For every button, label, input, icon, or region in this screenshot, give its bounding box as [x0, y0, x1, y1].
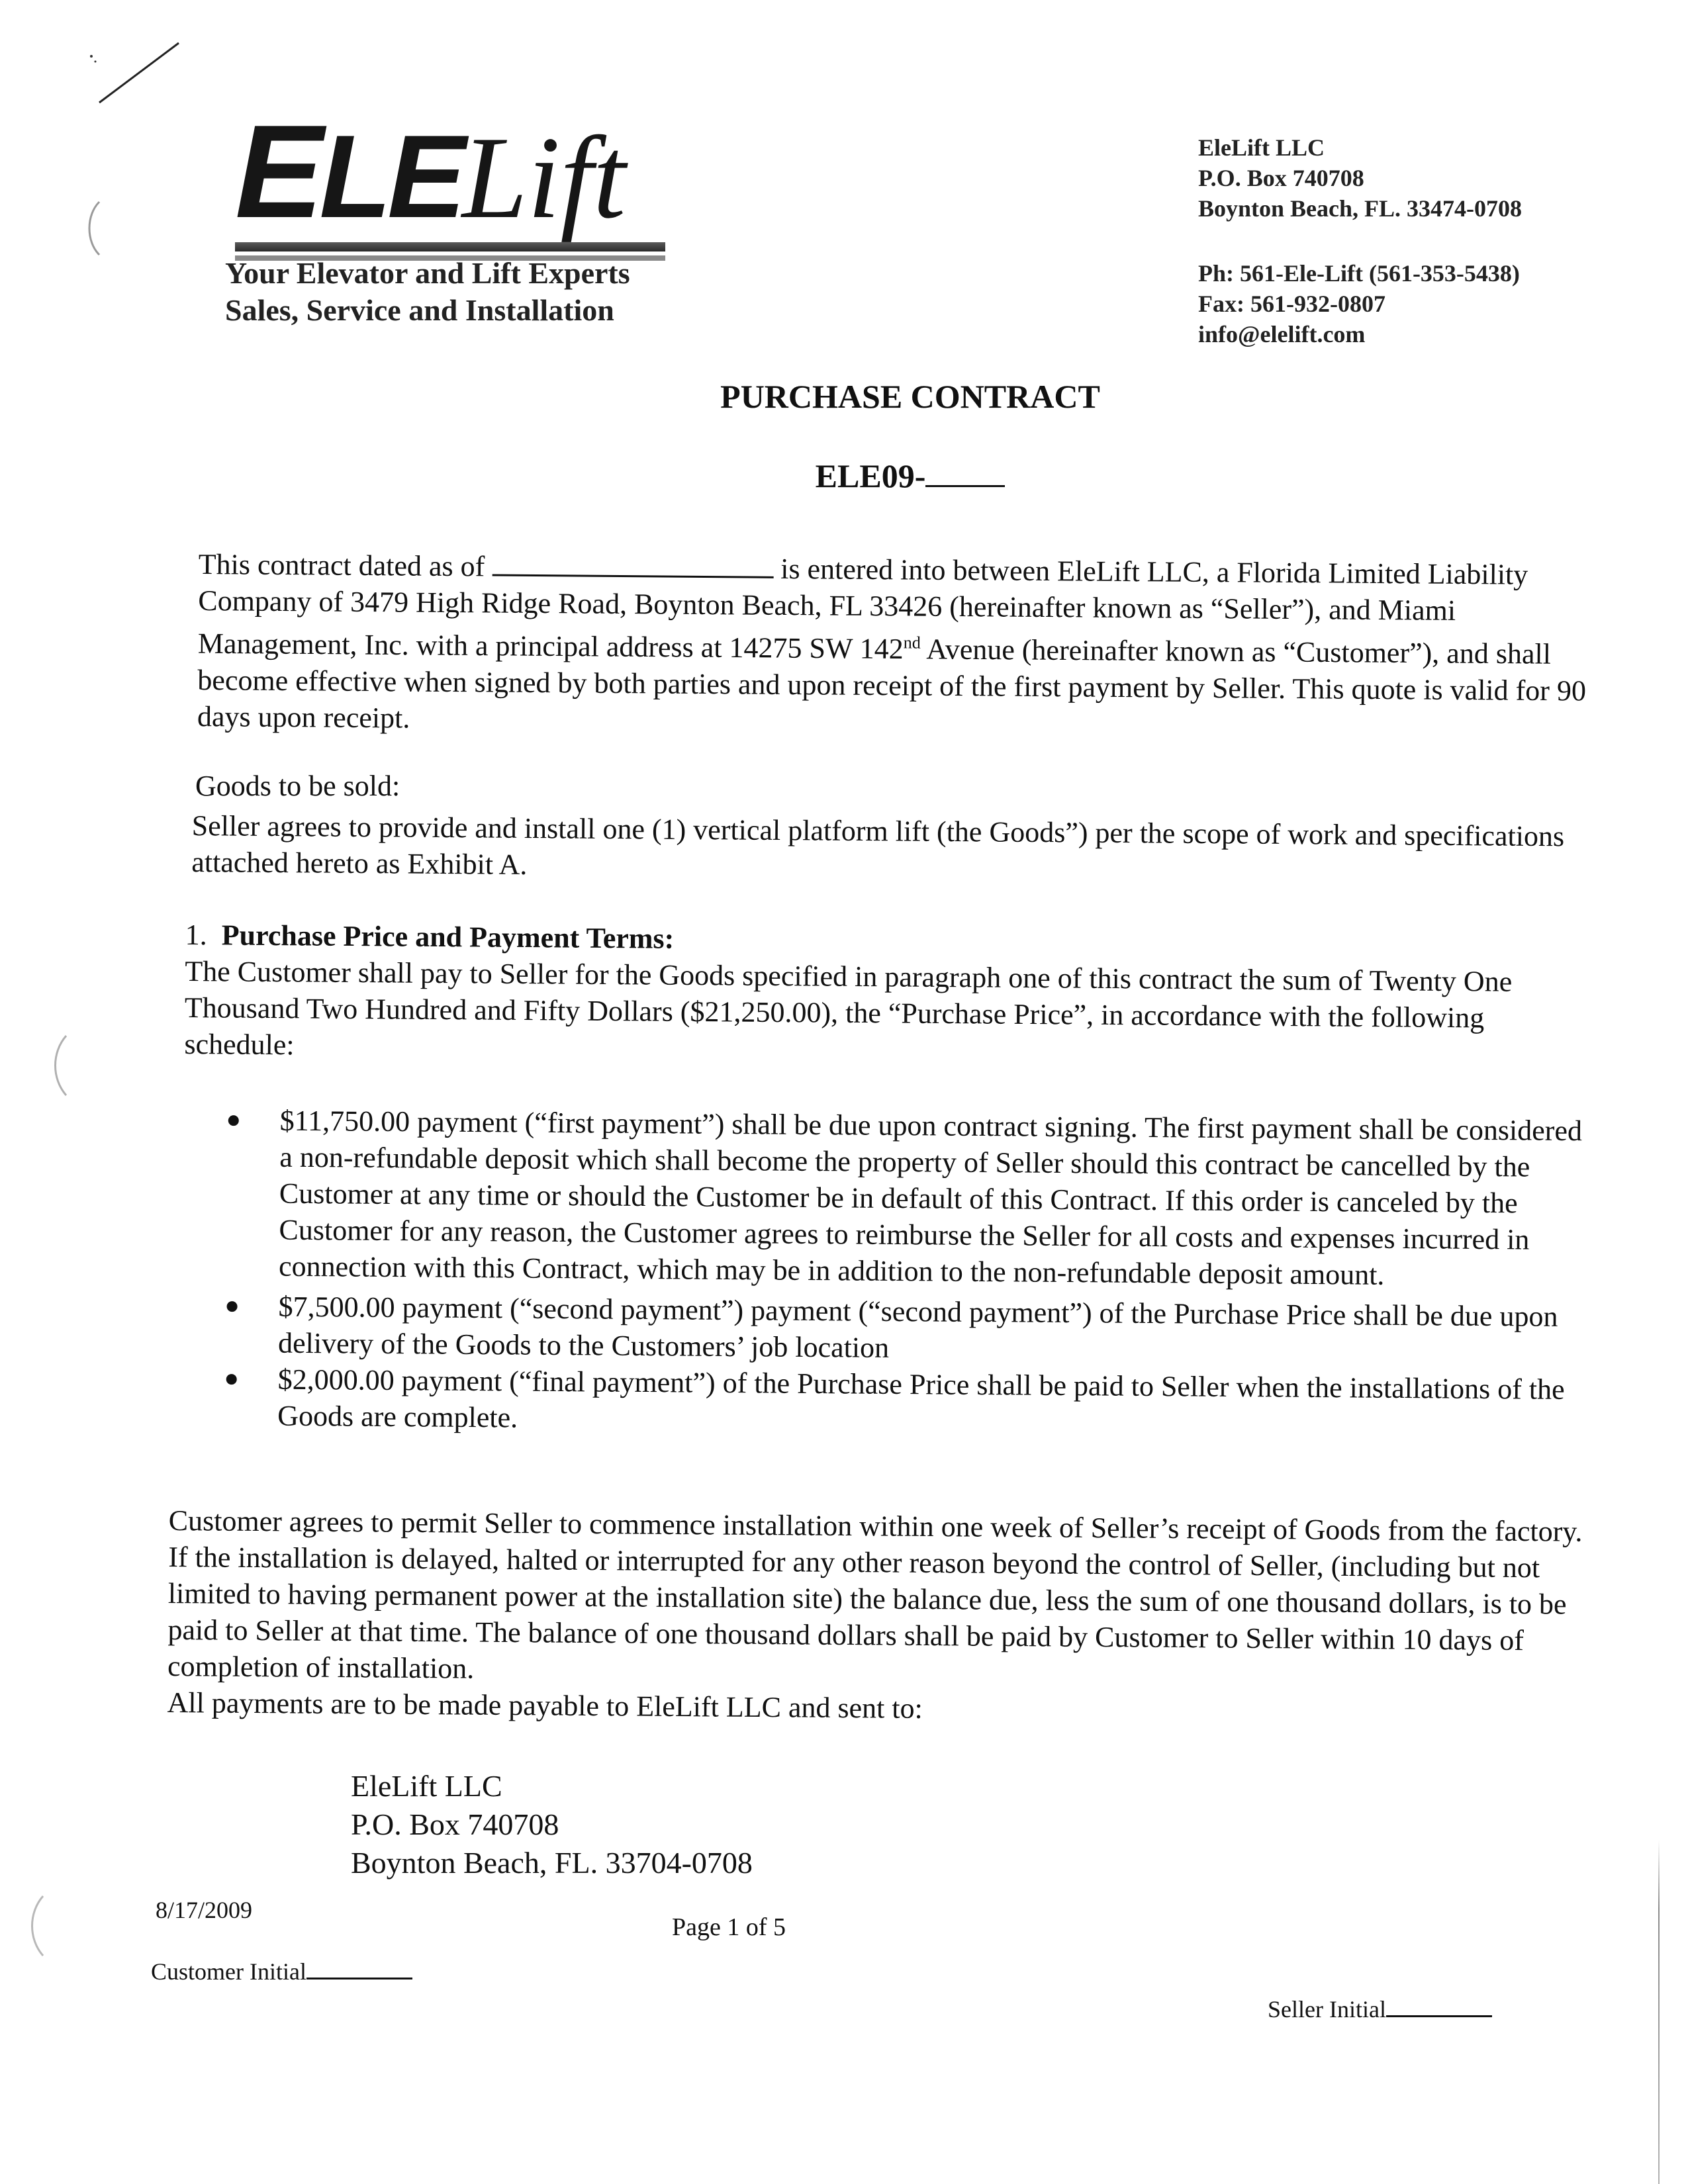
goods-paragraph: Seller agrees to provide and install one (1) vertical platform lift (the Goods”) per the scope of work and specifications attached hereto as Exhibit A.: [191, 809, 1565, 881]
payee-po-box: P.O. Box 740708: [351, 1807, 559, 1841]
pen-mark: [86, 36, 192, 109]
payment-schedule-list: [219, 1102, 1585, 1444]
section-1-text: The Customer shall pay to Seller for the Goods specified in paragraph one of this contract the sum of Twenty One Thousand Two Hundred and Fifty Dollars ($21,250.00), the “Purchase Price”, in accordance with the following schedule:: [184, 954, 1513, 1062]
punch-hole-mark: [46, 1032, 73, 1099]
company-phone: Ph: 561-Ele-Lift (561-353-5438): [1198, 260, 1520, 287]
list-item: $2,000.00 payment (“final payment”) of the Purchase Price shall be paid to Seller when the installations of the Goods are complete.: [219, 1361, 1583, 1444]
installation-text: Customer agrees to permit Seller to commence installation within one week of Seller’s receipt of Goods from the factory. If the installation is delayed, halted or interrupted for any other reason beyond the control of Seller, (including but not limited to having permanent power at the installation site) the balance due, less the sum of one thousand dollars, is to be paid to Seller at that time. The balance of one thousand dollars shall be paid by Customer to Seller within 10 days of completion of installation.: [167, 1504, 1583, 1685]
page-number: Page 1 of 5: [672, 1913, 786, 1941]
contract-number-blank: [925, 485, 1005, 487]
logo-ele-rest: LE: [319, 111, 462, 242]
company-fax: Fax: 561-932-0807: [1198, 291, 1385, 317]
company-city: Boynton Beach, FL. 33474-0708: [1198, 195, 1523, 222]
goods-heading: Goods to be sold:: [195, 770, 400, 802]
document-date: 8/17/2009: [156, 1897, 253, 1923]
company-address: [1198, 132, 1522, 224]
document-title: PURCHASE CONTRACT: [720, 378, 1100, 415]
company-contact: [1198, 258, 1520, 349]
payable-text: All payments are to be made payable to EleLift LLC and sent to:: [167, 1686, 923, 1725]
bullet-icon: [228, 1115, 239, 1126]
seller-initial-field[interactable]: [1268, 1995, 1492, 2023]
seller-initial-blank[interactable]: [1386, 2015, 1492, 2017]
bullet-icon: [226, 1374, 237, 1385]
bullet-icon: [227, 1301, 238, 1312]
seller-initial-label: Seller Initial: [1268, 1996, 1386, 2023]
company-po-box: P.O. Box 740708: [1198, 165, 1364, 191]
company-name: EleLift LLC: [1198, 134, 1325, 161]
payee-address: [351, 1767, 753, 1882]
section-1-number: 1.: [185, 918, 207, 952]
company-email: info@elelift.com: [1198, 321, 1366, 347]
punch-hole-mark: [79, 199, 106, 258]
punch-hole-mark: [23, 1893, 50, 1959]
customer-initial-field[interactable]: [151, 1958, 412, 1985]
customer-initial-label: Customer Initial: [151, 1958, 306, 1985]
payee-name: EleLift LLC: [351, 1769, 502, 1803]
section-1-heading: Purchase Price and Payment Terms:: [221, 919, 675, 955]
payee-city: Boynton Beach, FL. 33704-0708: [351, 1846, 753, 1880]
tagline: [225, 255, 630, 329]
list-item: $11,750.00 payment (“first payment”) shall be due upon contract signing. The first payment shall be considered a non-refundable deposit which shall become the property of Seller should this contract be cancelled by the Customer at any time or should the Customer be in default of this Contract. If this order is canceled by the Customer for any reason, the Customer agrees to reimburse the Seller for all costs and expenses incurred in connection with this Contract, which may be in addition to the non-refundable deposit amount.: [220, 1102, 1585, 1295]
intro-paragraph: This contract dated as of is entered into between EleLift LLC, a Florida Limited Liability Company of 3479 High Ridge Road, Boynton Beach, FL 33426 (hereinafter known as “Seller”), and Miami Management, Inc. with a principal address at 14275 SW 142nd Avenue (hereinafter known as “Customer”), and shall become effective when signed by both parties and upon receipt of the first payment by Seller. This quote is valid for 90 days upon receipt.: [197, 547, 1587, 735]
logo-ele-initial: E: [235, 98, 320, 246]
section-1: [184, 917, 1595, 1073]
list-item: $7,500.00 payment (“second payment”) payment (“second payment”) of the Purchase Price shall be due upon delivery of the Goods to the Customers’ job location: [220, 1288, 1584, 1371]
contract-number-prefix: ELE09-: [815, 457, 926, 494]
contract-number: [0, 457, 1688, 495]
customer-initial-blank[interactable]: [306, 1978, 412, 1979]
elelift-logo: [235, 98, 672, 261]
tagline-line1: Your Elevator and Lift Experts: [225, 256, 630, 290]
installation-paragraph: [167, 1502, 1592, 1732]
tagline-line2: Sales, Service and Installation: [225, 293, 614, 327]
logo-lift: Lift: [461, 112, 626, 243]
contract-date-blank: [492, 574, 773, 578]
scan-edge: [1658, 1840, 1660, 2184]
